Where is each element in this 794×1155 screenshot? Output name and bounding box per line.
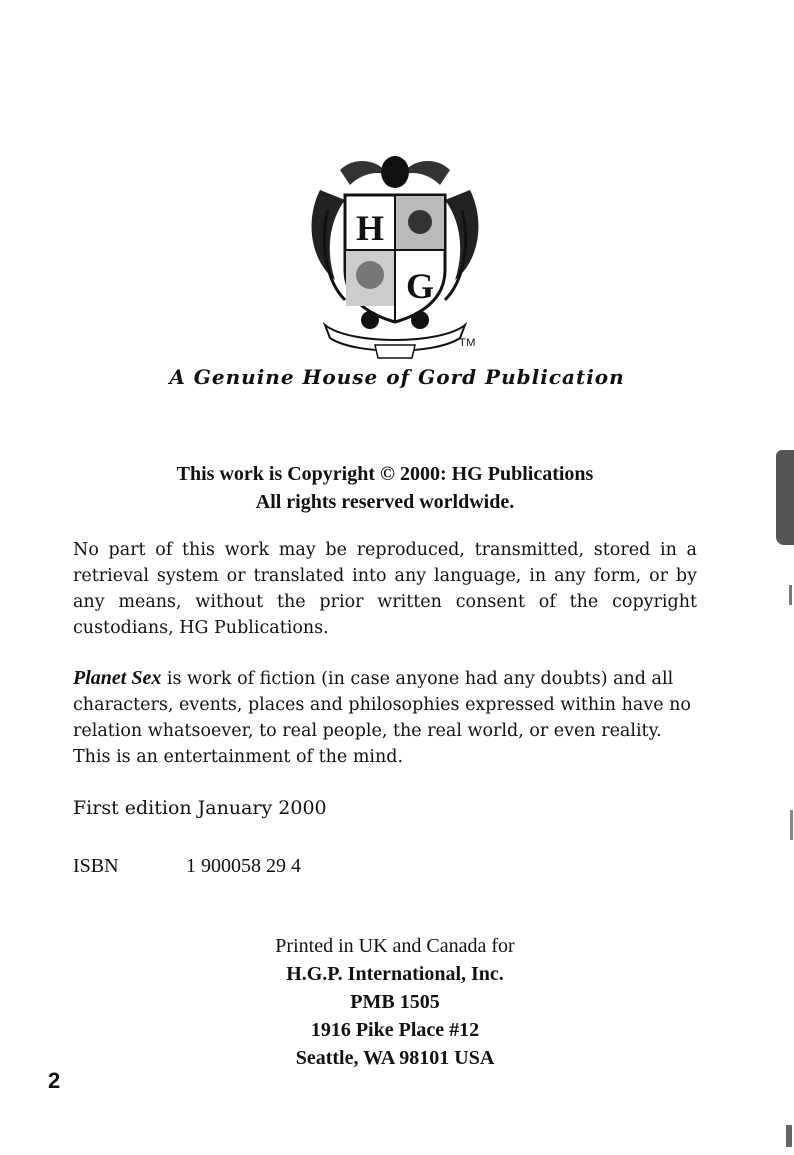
publisher-tagline: A Genuine House of Gord Publication	[169, 365, 625, 389]
rights-line: All rights reserved worldwide.	[255, 491, 515, 513]
hg-crest-logo	[300, 150, 490, 360]
printer-address	[200, 932, 590, 1072]
copyright-line: This work is Copyright © 2000: HG Publications	[176, 463, 594, 485]
crest-icon	[300, 150, 490, 360]
fiction-notice	[73, 665, 697, 770]
svg-text:G: G	[405, 266, 435, 306]
street-address: 1916 Pike Place #12	[310, 1019, 480, 1041]
page-number: 2	[48, 1068, 61, 1093]
svg-text:H: H	[355, 208, 385, 248]
isbn-label: ISBN	[73, 855, 119, 877]
company-name: H.G.P. International, Inc.	[286, 963, 504, 985]
city-line: Seattle, WA 98101 USA	[295, 1047, 495, 1069]
fiction-notice-text: is work of fiction (in case anyone had any doubts) and all characters, events, places and philosophies expressed within have no relation whatsoever, to real people, the real world, or even reality. This is an entertainment of the mind.	[73, 669, 691, 767]
edition-line: First edition January 2000	[73, 797, 327, 819]
printed-for-line: Printed in UK and Canada for	[275, 935, 515, 957]
book-title: Planet Sex	[73, 667, 162, 689]
scan-edge-artifact	[789, 585, 792, 605]
trademark-symbol: TM	[459, 337, 476, 349]
reproduction-disclaimer: No part of this work may be reproduced, transmitted, stored in a retrieval system or translated into any language, in any form, or by any means, without the prior written consent of the copyright custodians, HG Publications.	[73, 540, 697, 638]
isbn-number: 1 900058 29 4	[186, 855, 301, 877]
scan-edge-artifact	[786, 1125, 792, 1147]
copyright-notice	[0, 460, 770, 516]
mailbox-line: PMB 1505	[350, 991, 440, 1013]
scan-edge-artifact	[776, 450, 794, 545]
scan-edge-artifact	[790, 810, 793, 840]
